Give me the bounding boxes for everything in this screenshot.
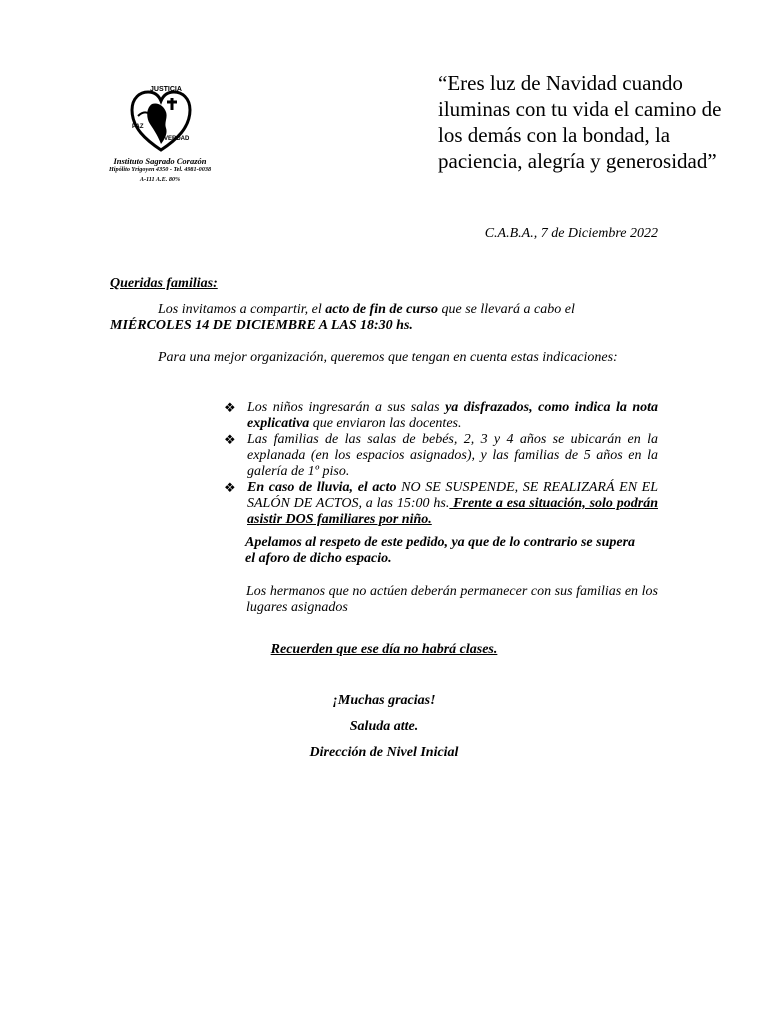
- list-item: ❖ Los niños ingresarán a sus salas ya disfrazados, como indica la nota explicativa que enviaron las docentes.: [224, 400, 658, 431]
- p1-text-a: Los invitamos a compartir, el: [158, 302, 326, 317]
- invitation-paragraph: [110, 302, 658, 334]
- logo-word-right: VERDAD: [164, 136, 190, 142]
- logo-word-top: JUSTICIA: [150, 86, 182, 93]
- list-item: ❖ Las familias de las salas de bebés, 2, 3 y 4 años se ubicarán en la explanada (en los espacios asignados), y las familias de 5 años en la galería de 1º piso.: [224, 432, 658, 479]
- diamond-bullet-icon: ❖: [224, 480, 236, 495]
- thanks-line: ¡Muchas gracias!: [332, 693, 436, 708]
- instructions-list: [224, 400, 658, 528]
- logo-school-name: Instituto Sagrado Corazón: [113, 156, 207, 166]
- p1-event-name: acto de fin de curso: [325, 302, 438, 317]
- p1-event-date: MIÉRCOLES 14 DE DICIEMBRE A LAS 18:30 hs.: [110, 318, 413, 333]
- organization-paragraph: [110, 350, 658, 366]
- p2-text: Para una mejor organización, queremos que tengan en cuenta estas indicaciones:: [158, 350, 618, 365]
- list-item: ❖ En caso de lluvia, el acto NO SE SUSPENDE, SE REALIZARÁ EN EL SALÓN DE ACTOS, a las 15:00 hs. Frente a esa situación, solo podrán asistir DOS familiares por niño.: [224, 480, 659, 527]
- greeting: Queridas familias:: [110, 276, 218, 291]
- christmas-quote: “Eres luz de Navidad cuando iluminas con tu vida el camino de los demás con la bondad, la paciencia, alegría y generosidad”: [438, 71, 722, 173]
- saluda-line: Saluda atte.: [349, 719, 419, 734]
- siblings-paragraph: Los hermanos que no actúen deberán permanecer con sus familias en los lugares asignados: [246, 584, 658, 615]
- letter-date: C.A.B.A., 7 de Diciembre 2022: [484, 226, 658, 241]
- rain-restriction: Frente a esa situación, solo podrán asistir DOS familiares por niño.: [247, 496, 658, 527]
- logo-code: A-111 A.E. 80%: [139, 176, 181, 183]
- respect-paragraph: Apelamos al respeto de este pedido, ya que de lo contrario se supera el aforo de dicho espacio.: [245, 535, 636, 566]
- logo-address: Hipólito Yrigoyen 4350 - Tel. 4981-0038: [108, 166, 212, 173]
- heart-map-logo-icon: [128, 84, 194, 156]
- diamond-bullet-icon: ❖: [224, 400, 236, 415]
- no-classes-reminder: Recuerden que ese día no habrá clases.: [270, 642, 498, 657]
- p1-text-c: que se llevará a cabo el: [438, 302, 575, 317]
- diamond-bullet-icon: ❖: [224, 432, 236, 447]
- costume-note: ya disfrazados, como indica la nota explicativa: [247, 400, 658, 431]
- school-logo: [100, 84, 220, 196]
- signature-line: Dirección de Nivel Inicial: [309, 745, 459, 760]
- logo-word-left: PAZ: [132, 124, 144, 130]
